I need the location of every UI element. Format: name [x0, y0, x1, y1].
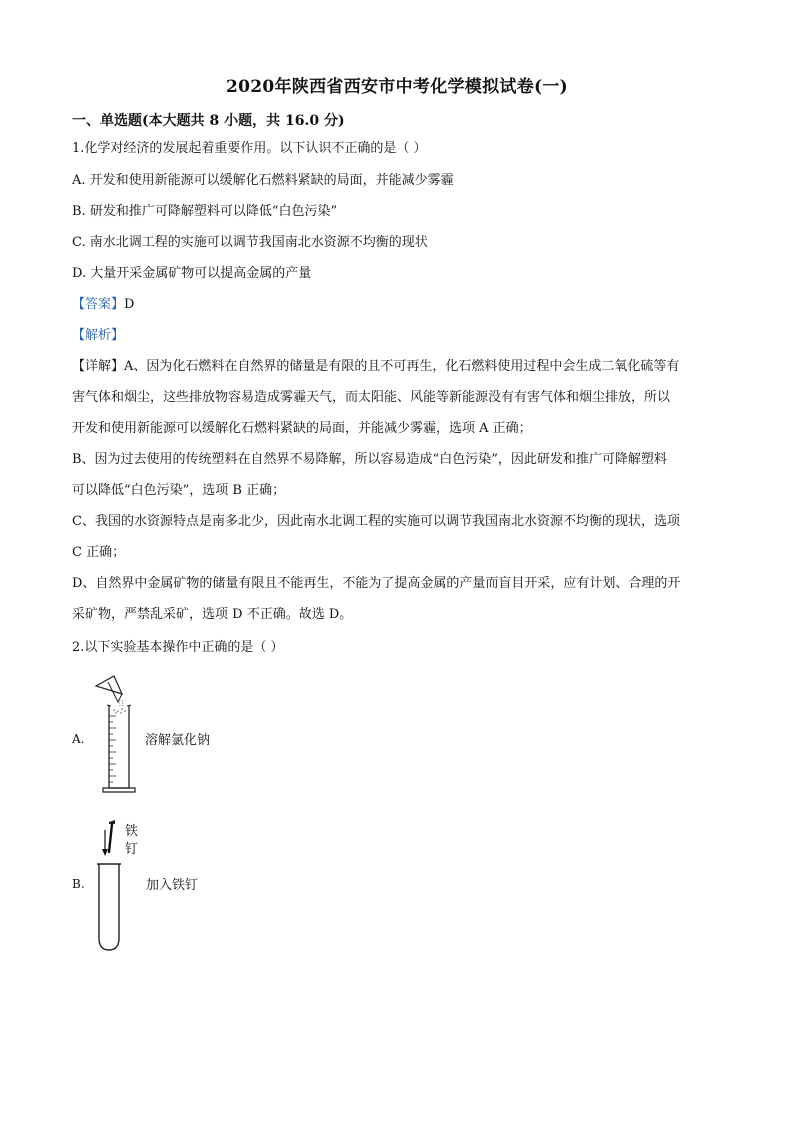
question-1-option-d: D. 大量开采金属矿物可以提高金属的产量 [72, 266, 312, 281]
question-2-option-a-caption: 溶解氯化钠 [145, 733, 211, 748]
detail-line-6: C、我国的水资源特点是南多北少，因此南水北调工程的实施可以调节我国南北水资源不均衡的现状，选项 [72, 514, 680, 529]
answer-value: D [124, 297, 135, 312]
measuring-cylinder-figure [92, 672, 142, 798]
detail-line-4: B、因为过去使用的传统塑料在自然界不易降解，所以容易造成“白色污染”，因此研发和推广可降解塑料 [72, 452, 667, 467]
question-1-stem: 1.化学对经济的发展起着重要作用。以下认识不正确的是（ ） [72, 141, 427, 156]
detail-line-3: 开发和使用新能源可以缓解化石燃料紧缺的局面，并能减少雾霾，选项 A 正确； [72, 421, 532, 436]
question-1-option-b: B. 研发和推广可降解塑料可以降低“白色污染” [72, 204, 338, 219]
answer-label: 【答案】 [72, 297, 125, 312]
detail-line-1 [72, 358, 732, 376]
analysis-label: 【解析】 [72, 328, 125, 343]
question-2-stem: 2.以下实验基本操作中正确的是（ ） [72, 640, 284, 655]
question-2-option-b-caption: 加入铁钉 [146, 878, 199, 893]
question-1-option-c: C. 南水北调工程的实施可以调节我国南北水资源不均衡的现状 [72, 235, 428, 250]
detail-line-8: D、自然界中金属矿物的储量有限且不能再生，不能为了提高金属的产量而盲目开采，应有计划、合理的开 [72, 576, 681, 591]
analysis-row [72, 327, 732, 345]
section-heading: 一、单选题(本大题共 8 小题，共 16.0 分) [72, 113, 345, 129]
page-title: 2020年陕西省西安市中考化学模拟试卷(一) [225, 77, 568, 97]
nail-label-char-1: 铁 [125, 824, 139, 839]
detail-line-9: 采矿物，严禁乱采矿，选项 D 不正确。故选 D。 [72, 607, 353, 622]
question-2-option-b-letter: B. [72, 877, 85, 891]
detail-line-7: C 正确； [72, 545, 126, 560]
question-2-option-a-letter: A. [72, 732, 85, 746]
detail-label: 【详解】 [72, 359, 125, 374]
detail-text: A、因为化石燃料在自然界的储量是有限的且不可再生，化石燃料使用过程中会生成二氧化硫等有 [124, 359, 680, 374]
detail-line-2: 害气体和烟尘，这些排放物容易造成雾霾天气，而太阳能、风能等新能源没有有害气体和烟尘排放，所以 [72, 390, 671, 405]
answer-row [72, 296, 732, 314]
detail-line-5: 可以降低“白色污染”，选项 B 正确； [72, 483, 286, 498]
question-1-option-a: A. 开发和使用新能源可以缓解化石燃料紧缺的局面，并能减少雾霾 [72, 173, 454, 188]
nail-label-char-2: 钉 [125, 842, 139, 857]
